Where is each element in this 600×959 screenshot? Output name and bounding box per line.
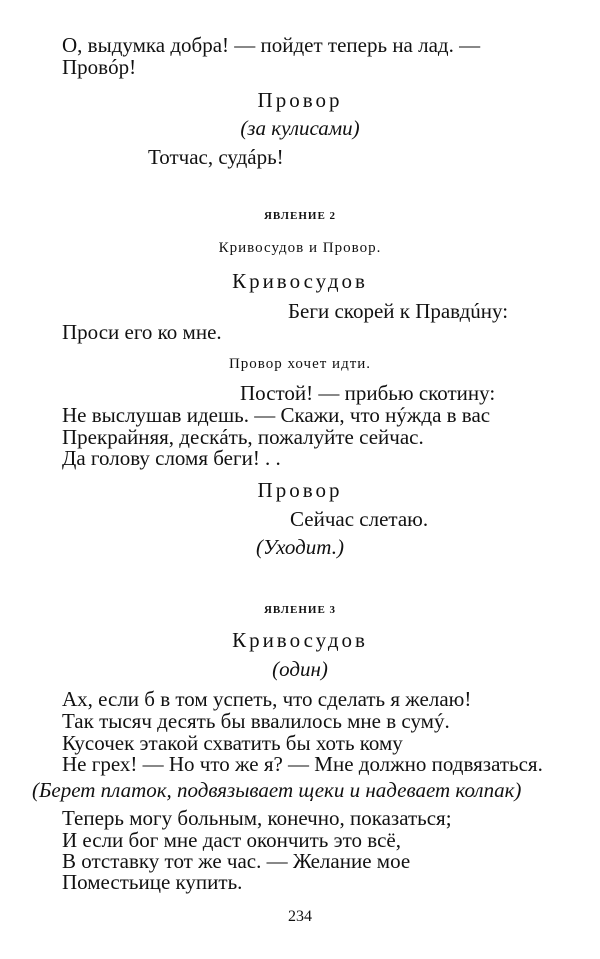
verse-line: В отставку тот же час. — Желание мое [62, 849, 411, 873]
verse-line: Не грех! — Но что же я? — Мне должно подвязаться. [62, 752, 543, 776]
page-number: 234 [288, 908, 312, 925]
verse-line: О, выдумка добра! — пойдет теперь на лад. — [62, 33, 481, 57]
stage-direction: Провор хочет идти. [228, 356, 372, 372]
verse-line: Ах, если б в том успеть, что сделать я желаю! [62, 687, 472, 711]
stage-direction: (один) [272, 657, 328, 681]
verse-line: Кусочек этакой схватить бы хоть кому [62, 731, 403, 755]
scene-heading: ЯВЛЕНИЕ 2 [263, 210, 337, 222]
verse-line: Не выслушав идешь. — Скажи, что нýжда в вас [62, 403, 491, 427]
verse-line: Проси его ко мне. [62, 320, 222, 344]
stage-direction: (за кулисами) [240, 116, 360, 140]
verse-line: Беги скорей к Правдúну: [288, 299, 509, 323]
verse-line: Теперь могу больным, конечно, показаться; [62, 806, 452, 830]
scene-characters: Кривосудов и Провор. [218, 240, 382, 256]
verse-line: Поместьице купить. [62, 870, 243, 894]
speaker-name: Кривосудов [232, 628, 368, 652]
speaker-name: Провор [257, 478, 343, 502]
verse-line: Сейчас слетаю. [290, 507, 429, 531]
verse-line: Провóр! [62, 55, 137, 79]
verse-line: И если бог мне даст окончить это всё, [62, 828, 401, 852]
verse-line: Постой! — прибью скотину: [240, 381, 496, 405]
verse-line: Так тысяч десять бы ввалилось мне в сумý. [62, 709, 450, 733]
stage-direction: (Берет платок, подвязывает щеки и надевает колпак) [32, 778, 522, 802]
verse-line: Тотчас, судáрь! [148, 145, 284, 169]
verse-line: Да голову сломя беги! . . [62, 446, 281, 470]
stage-direction: (Уходит.) [256, 535, 344, 559]
scene-heading: ЯВЛЕНИЕ 3 [263, 604, 337, 616]
verse-line: Прекрайняя, дескáть, пожалуйте сейчас. [62, 425, 424, 449]
speaker-name: Провор [257, 88, 343, 112]
speaker-name: Кривосудов [232, 269, 368, 293]
